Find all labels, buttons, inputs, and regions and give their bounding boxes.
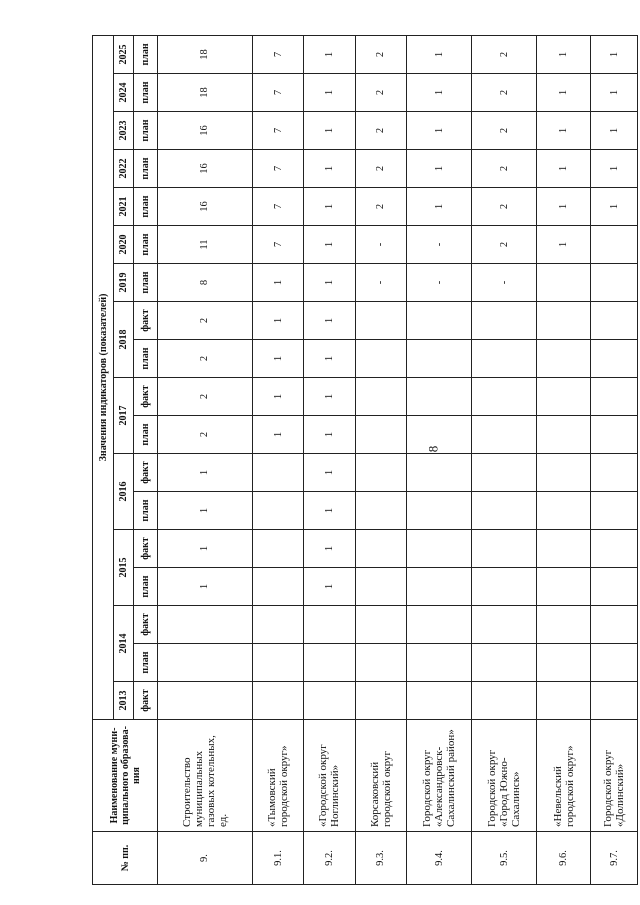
value-cell [591,454,638,492]
subheader-plan: план [134,492,158,530]
row-name: Городской округ «Город Южно-Сахалинск» [472,720,537,832]
value-cell: 1 [304,340,355,378]
year-2019: 2019 [114,264,134,302]
value-cell: 16 [158,188,253,226]
value-cell: 7 [252,74,303,112]
value-cell [591,378,638,416]
value-cell: 11 [158,226,253,264]
value-cell [537,302,591,340]
value-cell: 2 [355,35,406,73]
value-cell: 1 [158,530,253,568]
value-cell: 1 [304,416,355,454]
value-cell: 1 [407,188,472,226]
value-cell [407,606,472,644]
value-cell: 1 [591,74,638,112]
row-name: Городской округ «Долинский» [591,720,638,832]
table-row [252,35,303,884]
value-cell [355,530,406,568]
page-number: 8 [425,445,441,453]
value-cell: 1 [304,74,355,112]
value-cell [355,302,406,340]
value-cell [472,606,537,644]
value-cell: 1 [304,454,355,492]
row-number: 9.3. [355,832,406,885]
subheader-fact: факт [134,682,158,720]
value-cell: 2 [158,378,253,416]
row-name: Корсаковский городской округ [355,720,406,832]
value-cell: 2 [472,188,537,226]
value-cell: 1 [537,35,591,73]
value-cell: 18 [158,74,253,112]
value-cell: 2 [472,35,537,73]
value-cell [252,454,303,492]
value-cell [537,378,591,416]
rotated-table-container [92,43,638,885]
row-name: Городской округ «Александровск-Сахалинский район» [407,720,472,832]
value-cell: 16 [158,150,253,188]
value-cell [407,454,472,492]
value-cell [355,606,406,644]
value-cell [472,416,537,454]
value-cell [304,606,355,644]
value-cell: 1 [158,492,253,530]
value-cell: 1 [537,112,591,150]
year-2023: 2023 [114,112,134,150]
value-cell [537,606,591,644]
row-name: «Невельский городской округ» [537,720,591,832]
value-cell: 2 [355,188,406,226]
table-row [472,35,537,884]
value-cell: 1 [407,150,472,188]
row-number: 9. [158,832,253,885]
value-cell: 7 [252,226,303,264]
value-cell [407,644,472,682]
value-cell: 2 [472,150,537,188]
value-cell [355,416,406,454]
year-2018: 2018 [114,302,134,378]
value-cell: 2 [355,150,406,188]
table-row [407,35,472,884]
value-cell: 2 [472,74,537,112]
value-cell [472,530,537,568]
value-cell: 1 [252,302,303,340]
value-cell: 1 [407,35,472,73]
year-2020: 2020 [114,226,134,264]
value-cell [252,606,303,644]
value-cell [591,264,638,302]
row-name: «Городской округ Ноглинский» [304,720,355,832]
value-cell: - [355,226,406,264]
value-cell [407,568,472,606]
subheader-plan: план [134,112,158,150]
header-num: № пп. [93,832,158,885]
value-cell [407,378,472,416]
value-cell [591,682,638,720]
row-number: 9.7. [591,832,638,885]
value-cell: 2 [158,416,253,454]
value-cell [472,492,537,530]
value-cell [591,340,638,378]
value-cell: 1 [591,112,638,150]
value-cell: 1 [591,150,638,188]
value-cell [407,416,472,454]
year-2013: 2013 [114,682,134,720]
header-name: Наименование муни-ципального образова-ния [93,720,158,832]
value-cell [537,568,591,606]
value-cell [252,530,303,568]
value-cell: 8 [158,264,253,302]
value-cell [158,682,253,720]
year-2022: 2022 [114,150,134,188]
value-cell: 2 [472,226,537,264]
year-2017: 2017 [114,378,134,454]
value-cell: 1 [252,264,303,302]
value-cell [591,416,638,454]
value-cell: - [355,264,406,302]
value-cell: - [407,226,472,264]
value-cell [591,644,638,682]
value-cell [304,682,355,720]
value-cell: 7 [252,35,303,73]
value-cell: 1 [158,568,253,606]
year-2014: 2014 [114,606,134,682]
value-cell [472,568,537,606]
value-cell [537,264,591,302]
subheader-plan: план [134,340,158,378]
value-cell: 1 [591,188,638,226]
value-cell [472,378,537,416]
row-number: 9.5. [472,832,537,885]
value-cell: 2 [472,112,537,150]
value-cell [158,606,253,644]
value-cell: 1 [304,568,355,606]
row-number: 9.6. [537,832,591,885]
value-cell [355,454,406,492]
table-body [158,35,638,884]
value-cell [252,492,303,530]
value-cell [591,492,638,530]
value-cell [407,340,472,378]
value-cell: 1 [304,112,355,150]
value-cell: - [407,264,472,302]
table-row [158,35,253,884]
value-cell [472,682,537,720]
subheader-plan: план [134,188,158,226]
value-cell: 7 [252,112,303,150]
value-cell [158,644,253,682]
subheader-fact: факт [134,606,158,644]
value-cell: 1 [252,416,303,454]
table-row [355,35,406,884]
value-cell [537,340,591,378]
value-cell [591,302,638,340]
value-cell [355,378,406,416]
value-cell: 1 [304,492,355,530]
value-cell: 1 [304,188,355,226]
value-cell [472,454,537,492]
value-cell: 1 [591,35,638,73]
subheader-plan: план [134,264,158,302]
value-cell: 7 [252,188,303,226]
value-cell [472,644,537,682]
value-cell [355,492,406,530]
value-cell [407,530,472,568]
value-cell [355,644,406,682]
value-cell: 1 [304,378,355,416]
year-2015: 2015 [114,530,134,606]
subheader-plan: план [134,568,158,606]
header-group: Значения индикаторов (показателей) [93,35,114,719]
year-2025: 2025 [114,35,134,73]
value-cell: 1 [252,378,303,416]
row-name: «Тымовский городской округ» [252,720,303,832]
value-cell: 1 [537,188,591,226]
value-cell: 1 [304,150,355,188]
year-2021: 2021 [114,188,134,226]
value-cell [407,492,472,530]
value-cell [591,568,638,606]
value-cell: 1 [304,264,355,302]
value-cell [407,682,472,720]
value-cell: 1 [304,530,355,568]
value-cell: 2 [355,112,406,150]
value-cell: 1 [407,74,472,112]
value-cell [591,530,638,568]
value-cell [407,302,472,340]
value-cell: 2 [158,302,253,340]
value-cell [537,644,591,682]
subheader-plan: план [134,35,158,73]
subheader-fact: факт [134,454,158,492]
subheader-plan: план [134,416,158,454]
value-cell [591,606,638,644]
value-cell [355,682,406,720]
value-cell: 7 [252,150,303,188]
subheader-fact: факт [134,378,158,416]
row-name: Строительство муниципальных газовых котельных, ед. [158,720,253,832]
row-number: 9.2. [304,832,355,885]
value-cell: 1 [537,74,591,112]
value-cell: 2 [355,74,406,112]
value-cell: 1 [304,35,355,73]
subheader-plan: план [134,74,158,112]
value-cell: 1 [158,454,253,492]
value-cell [537,416,591,454]
value-cell [304,644,355,682]
value-cell: 1 [304,302,355,340]
value-cell [472,302,537,340]
value-cell: 1 [304,226,355,264]
value-cell [472,340,537,378]
table-row [304,35,355,884]
value-cell [537,530,591,568]
value-cell [355,568,406,606]
subheader-fact: факт [134,530,158,568]
value-cell [537,454,591,492]
value-cell [252,682,303,720]
subheader-plan: план [134,150,158,188]
row-number: 9.4. [407,832,472,885]
value-cell: 16 [158,112,253,150]
value-cell: 1 [407,112,472,150]
value-cell: 1 [252,340,303,378]
subheader-plan: план [134,226,158,264]
value-cell: 2 [158,340,253,378]
value-cell [591,226,638,264]
row-number: 9.1. [252,832,303,885]
value-cell [355,340,406,378]
value-cell: 18 [158,35,253,73]
value-cell: 1 [537,226,591,264]
subheader-fact: факт [134,302,158,340]
table-row [537,35,591,884]
value-cell [252,644,303,682]
table-row [591,35,638,884]
value-cell [252,568,303,606]
subheader-plan: план [134,644,158,682]
value-cell: 1 [537,150,591,188]
value-cell: - [472,264,537,302]
indicators-table [92,35,638,885]
year-2024: 2024 [114,74,134,112]
value-cell [537,682,591,720]
year-2016: 2016 [114,454,134,530]
value-cell [537,492,591,530]
